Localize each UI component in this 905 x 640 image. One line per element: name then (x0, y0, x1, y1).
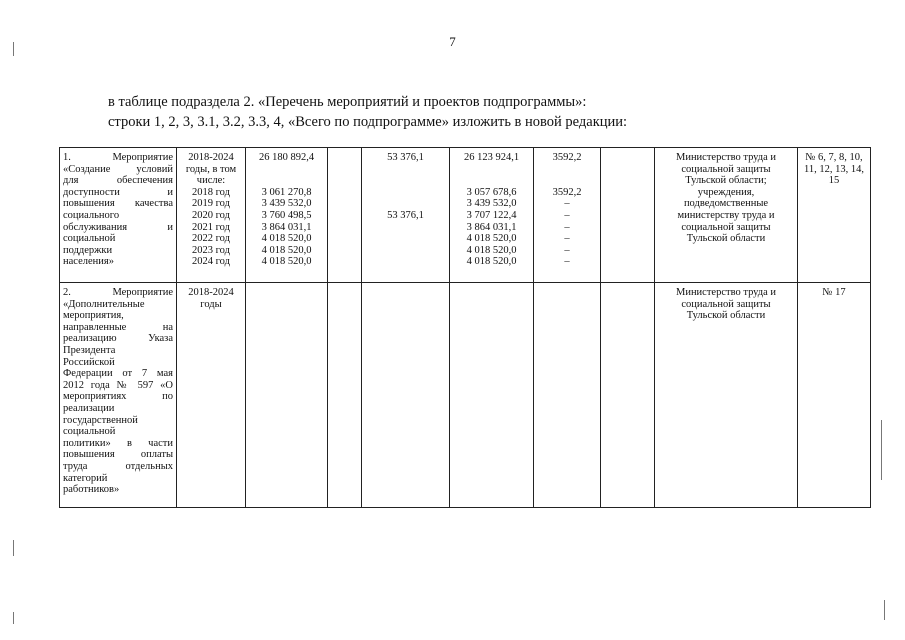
row-1-extra-cell (534, 148, 601, 283)
row-1-other-cell (601, 148, 655, 283)
row-1-regional-cell (362, 148, 450, 283)
cell-line: повышения качества (63, 198, 173, 210)
row-2-regional-cell (362, 283, 450, 508)
cell-line: Президента (63, 344, 116, 356)
row-1-responsible-cell (655, 148, 798, 283)
cell-line: – (564, 209, 570, 221)
cell-line: 3 057 678,6 (466, 186, 517, 198)
cell-line: направленные на (63, 321, 173, 333)
cell-line: мероприятиях по (63, 391, 173, 403)
cell-line: 3 439 532,0 (466, 198, 517, 210)
cell-line: населения» (63, 256, 114, 268)
cell-line: 15 (828, 175, 840, 187)
row-2-federal-cell (328, 283, 362, 508)
table-row-1 (60, 148, 871, 283)
cell-line: Тульской области (686, 233, 766, 245)
cell-blank-line (365, 175, 446, 187)
cell-line: Тульской области (686, 310, 766, 322)
cell-line: 53 376,1 (387, 209, 424, 221)
cell-line: Министерство труда и (675, 152, 777, 163)
cell-line: социального (63, 209, 120, 221)
scan-mark (884, 600, 885, 620)
cell-line: – (564, 244, 570, 256)
cell-blank-line (365, 187, 446, 199)
cell-line: поддержки (63, 244, 113, 256)
cell-line: № 17 (822, 287, 846, 298)
cell-line: 3 864 031,1 (466, 221, 517, 233)
cell-line: – (564, 233, 570, 245)
cell-line: 2012 года № 597 «О (63, 379, 173, 391)
cell-line: 11, 12, 13, 14, (804, 163, 864, 175)
cell-line: 26 180 892,4 (258, 152, 315, 163)
cell-line: 4 018 520,0 (261, 233, 312, 245)
row-2-other-cell (601, 283, 655, 508)
cell-line: «Дополнительные (63, 298, 145, 310)
cell-blank-line (365, 164, 446, 176)
cell-line: 1. Мероприятие (63, 152, 173, 163)
cell-line: Министерство труда и (675, 287, 777, 298)
cell-line: 3592,2 (552, 186, 582, 198)
cell-line: 2018 год (192, 186, 230, 198)
cell-line: 2. Мероприятие (63, 287, 173, 298)
cell-line: государственной (63, 414, 138, 426)
row-1-period-cell (177, 148, 246, 283)
cell-line: «Создание условий (63, 163, 173, 175)
row-1-name-cell (60, 148, 177, 283)
row-2-name-cell (60, 283, 177, 508)
cell-line: социальной защиты (681, 298, 771, 310)
scan-mark (13, 42, 14, 56)
row-1-indicators-cell (798, 148, 871, 283)
cell-blank-line (453, 175, 530, 187)
row-2-total-cell (246, 283, 328, 508)
row-2-period-cell (177, 283, 246, 508)
cell-line: годы, в том (185, 163, 237, 175)
cell-line: 4 018 520,0 (261, 256, 312, 268)
intro-line-1: в таблице подраздела 2. «Перечень мероприятий и проектов подпрограммы»: (108, 94, 587, 110)
cell-line: 4 018 520,0 (466, 233, 517, 245)
cell-line: 3 061 270,8 (261, 186, 312, 198)
cell-line: социальной защиты (681, 221, 771, 233)
scan-mark (881, 420, 882, 480)
cell-line: социальной (63, 233, 116, 245)
cell-line: категорий (63, 472, 108, 484)
cell-line: реализацию Указа (63, 333, 173, 345)
cell-line: № 6, 7, 8, 10, (805, 152, 863, 163)
cell-line: 4 018 520,0 (261, 244, 312, 256)
cell-line: 2018-2024 (188, 287, 234, 298)
cell-line: 2018-2024 (188, 152, 234, 163)
row-1-local-cell (450, 148, 534, 283)
cell-line: труда отдельных (63, 460, 173, 472)
cell-line: мероприятия, (63, 310, 124, 322)
cell-blank-line (537, 164, 597, 176)
cell-blank-line (249, 175, 324, 187)
cell-line: 4 018 520,0 (466, 244, 517, 256)
cell-line: повышения оплаты (63, 449, 173, 461)
scan-mark (13, 540, 14, 556)
cell-line: реализации (63, 402, 115, 414)
cell-line: – (564, 256, 570, 268)
cell-line: учреждения, (697, 186, 755, 198)
measures-table (59, 147, 871, 508)
cell-line: политики» в части (63, 437, 173, 449)
page-number: 7 (449, 34, 456, 49)
cell-line: 3 760 498,5 (261, 209, 312, 221)
cell-line: 3 864 031,1 (261, 221, 312, 233)
cell-line: социальной защиты (681, 163, 771, 175)
cell-line: 2024 год (192, 256, 230, 268)
cell-line: Тульской области; (685, 175, 767, 187)
table-row-2 (60, 283, 871, 508)
row-1-total-cell (246, 148, 328, 283)
cell-line: социальной (63, 426, 116, 438)
cell-blank-line (365, 198, 446, 210)
cell-line: Российской (63, 356, 115, 368)
cell-line: 3 439 532,0 (261, 198, 312, 210)
cell-line: министерству труда и (677, 209, 775, 221)
cell-line: – (564, 198, 570, 210)
row-2-extra-cell (534, 283, 601, 508)
cell-blank-line (249, 164, 324, 176)
row-1-federal-cell (328, 148, 362, 283)
cell-line: 26 123 924,1 (463, 152, 520, 163)
cell-line: доступности и (63, 186, 173, 198)
cell-line: годы (200, 298, 222, 310)
cell-line: Федерации от 7 мая (63, 368, 173, 380)
row-2-local-cell (450, 283, 534, 508)
cell-line: для обеспечения (63, 175, 173, 187)
cell-line: 53 376,1 (387, 152, 424, 163)
cell-line: 2019 год (192, 198, 230, 210)
cell-line: 3 707 122,4 (466, 209, 517, 221)
cell-line: 4 018 520,0 (466, 256, 517, 268)
cell-line: подведомственные (683, 198, 769, 210)
cell-line: работников» (63, 484, 120, 496)
cell-line: 2022 год (192, 233, 230, 245)
cell-line: 2021 год (192, 221, 230, 233)
cell-line: 2020 год (192, 209, 230, 221)
cell-blank-line (537, 175, 597, 187)
scan-mark (13, 612, 14, 624)
row-2-responsible-cell (655, 283, 798, 508)
cell-line: обслуживания и (63, 221, 173, 233)
intro-text (108, 92, 627, 132)
row-2-indicators-cell (798, 283, 871, 508)
cell-blank-line (453, 164, 530, 176)
cell-line: – (564, 221, 570, 233)
cell-line: 2023 год (192, 244, 230, 256)
cell-line: числе: (196, 175, 226, 187)
cell-line: 3592,2 (552, 152, 582, 163)
intro-line-2: строки 1, 2, 3, 3.1, 3.2, 3.3, 4, «Всего по подпрограмме» изложить в новой редакции: (108, 114, 628, 130)
